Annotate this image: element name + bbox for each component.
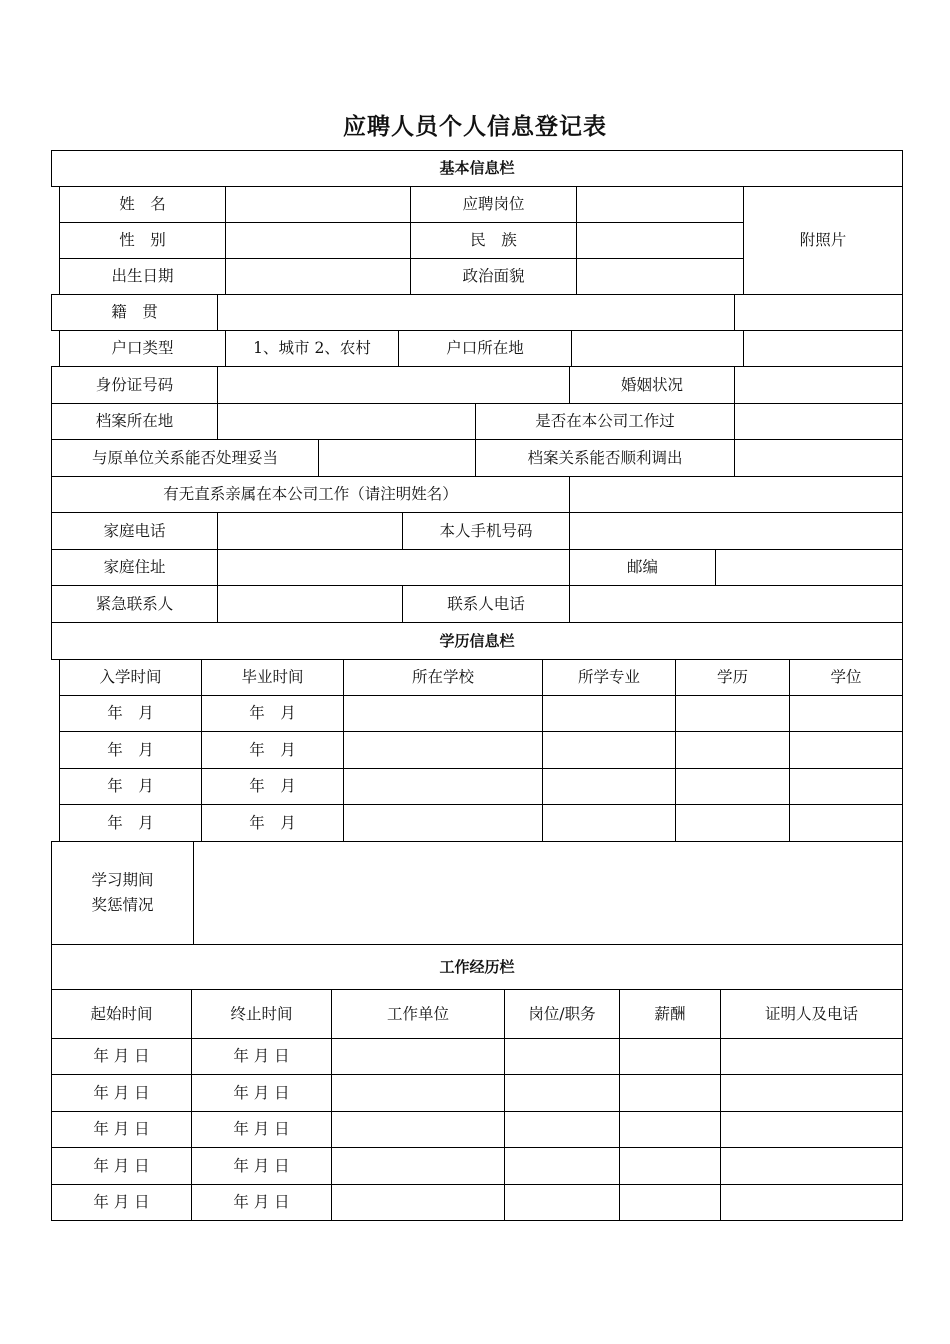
former-employer-field[interactable] [318,439,476,477]
form-title: 应聘人员个人信息登记表 [343,114,607,140]
work-reference-field[interactable] [720,1038,903,1075]
work-employer-field[interactable] [331,1038,505,1075]
edu-degree-field[interactable] [789,768,903,805]
photo-box[interactable]: 附照片 [743,186,903,295]
political-status-field[interactable] [576,258,744,295]
edu-level-field[interactable] [675,695,790,732]
work-employer-field[interactable] [331,1184,505,1221]
emergency-contact-label: 紧急联系人 [51,585,218,623]
work-position-field[interactable] [504,1184,620,1221]
edu-graduate-date[interactable]: 年 月 [201,804,344,842]
education-header: 学历信息栏 [51,622,903,660]
former-employer-label: 与原单位关系能否处理妥当 [51,439,319,477]
archive-location-label: 档案所在地 [51,403,218,440]
mobile-field[interactable] [569,512,903,550]
edu-level-field[interactable] [675,804,790,842]
edu-school-field[interactable] [343,731,543,769]
hukou-extra[interactable] [743,330,903,367]
home-address-label: 家庭住址 [51,549,218,586]
work-history-header: 工作经历栏 [51,944,903,990]
edu-col-enroll: 入学时间 [59,659,202,696]
marital-status-field[interactable] [734,366,903,404]
work-salary-field[interactable] [619,1074,721,1112]
edu-enroll-date[interactable]: 年 月 [59,768,202,805]
contact-phone-label: 联系人电话 [402,585,570,623]
contact-phone-field[interactable] [569,585,903,623]
work-reference-field[interactable] [720,1074,903,1112]
edu-school-field[interactable] [343,804,543,842]
work-col-employer: 工作单位 [331,989,505,1039]
edu-major-field[interactable] [542,731,676,769]
archive-transfer-field[interactable] [734,439,903,477]
work-position-field[interactable] [504,1147,620,1185]
hukou-type-label: 户口类型 [59,330,226,367]
edu-graduate-date[interactable]: 年 月 [201,768,344,805]
edu-degree-field[interactable] [789,695,903,732]
edu-col-degree-level: 学历 [675,659,790,696]
ethnicity-label: 民 族 [410,222,577,259]
work-employer-field[interactable] [331,1111,505,1148]
work-end-date[interactable]: 年 月 日 [191,1147,332,1185]
edu-col-degree: 学位 [789,659,903,696]
work-reference-field[interactable] [720,1184,903,1221]
work-col-reference: 证明人及电话 [720,989,903,1039]
home-address-field[interactable] [217,549,570,586]
name-field[interactable] [225,186,411,223]
work-start-date[interactable]: 年 月 日 [51,1111,192,1148]
worked-here-label: 是否在本公司工作过 [475,403,735,440]
work-start-date[interactable]: 年 月 日 [51,1147,192,1185]
work-col-position: 岗位/职务 [504,989,620,1039]
edu-major-field[interactable] [542,768,676,805]
work-reference-field[interactable] [720,1111,903,1148]
work-salary-field[interactable] [619,1147,721,1185]
edu-level-field[interactable] [675,731,790,769]
work-start-date[interactable]: 年 月 日 [51,1184,192,1221]
work-col-start: 起始时间 [51,989,192,1039]
work-col-end: 终止时间 [191,989,332,1039]
work-position-field[interactable] [504,1111,620,1148]
work-reference-field[interactable] [720,1147,903,1185]
edu-col-major: 所学专业 [542,659,676,696]
basic-info-header: 基本信息栏 [51,150,903,187]
native-place-field[interactable] [217,294,735,331]
edu-degree-field[interactable] [789,804,903,842]
name-label: 姓 名 [59,186,226,223]
hukou-location-field[interactable] [571,330,744,367]
position-applied-field[interactable] [576,186,744,223]
native-place-label: 籍 贯 [51,294,218,331]
awards-label: 学习期间 奖惩情况 [51,841,194,945]
edu-enroll-date[interactable]: 年 月 [59,731,202,769]
work-col-salary: 薪酬 [619,989,721,1039]
hukou-location-label: 户口所在地 [398,330,572,367]
political-status-label: 政治面貌 [410,258,577,295]
work-start-date[interactable]: 年 月 日 [51,1038,192,1075]
awards-field[interactable] [193,841,903,945]
birth-date-field[interactable] [225,258,411,295]
work-end-date[interactable]: 年 月 日 [191,1111,332,1148]
ethnicity-field[interactable] [576,222,744,259]
home-phone-field[interactable] [217,512,403,550]
edu-major-field[interactable] [542,804,676,842]
work-employer-field[interactable] [331,1147,505,1185]
gender-field[interactable] [225,222,411,259]
id-number-field[interactable] [217,366,570,404]
postcode-field[interactable] [715,549,903,586]
work-salary-field[interactable] [619,1111,721,1148]
work-salary-field[interactable] [619,1038,721,1075]
edu-school-field[interactable] [343,695,543,732]
edu-col-graduate: 毕业时间 [201,659,344,696]
native-place-extra[interactable] [734,294,903,331]
gender-label: 性 别 [59,222,226,259]
archive-transfer-label: 档案关系能否顺利调出 [475,439,735,477]
edu-enroll-date[interactable]: 年 月 [59,804,202,842]
work-salary-field[interactable] [619,1184,721,1221]
archive-location-field[interactable] [217,403,476,440]
mobile-label: 本人手机号码 [402,512,570,550]
position-applied-label: 应聘岗位 [410,186,577,223]
edu-school-field[interactable] [343,768,543,805]
marital-status-label: 婚姻状况 [569,366,735,404]
work-employer-field[interactable] [331,1074,505,1112]
home-phone-label: 家庭电话 [51,512,218,550]
relatives-label: 有无直系亲属在本公司工作（请注明姓名） [51,476,570,513]
worked-here-field[interactable] [734,403,903,440]
relatives-field[interactable] [569,476,903,513]
work-end-date[interactable]: 年 月 日 [191,1184,332,1221]
edu-col-school: 所在学校 [343,659,543,696]
id-number-label: 身份证号码 [51,366,218,404]
edu-graduate-date[interactable]: 年 月 [201,695,344,732]
edu-graduate-date[interactable]: 年 月 [201,731,344,769]
work-end-date[interactable]: 年 月 日 [191,1038,332,1075]
work-position-field[interactable] [504,1074,620,1112]
edu-enroll-date[interactable]: 年 月 [59,695,202,732]
emergency-contact-field[interactable] [217,585,403,623]
work-end-date[interactable]: 年 月 日 [191,1074,332,1112]
work-start-date[interactable]: 年 月 日 [51,1074,192,1112]
work-position-field[interactable] [504,1038,620,1075]
birth-date-label: 出生日期 [59,258,226,295]
edu-major-field[interactable] [542,695,676,732]
edu-degree-field[interactable] [789,731,903,769]
postcode-label: 邮编 [569,549,716,586]
hukou-type-options[interactable]: 1、城市 2、农村 [225,330,399,367]
edu-level-field[interactable] [675,768,790,805]
